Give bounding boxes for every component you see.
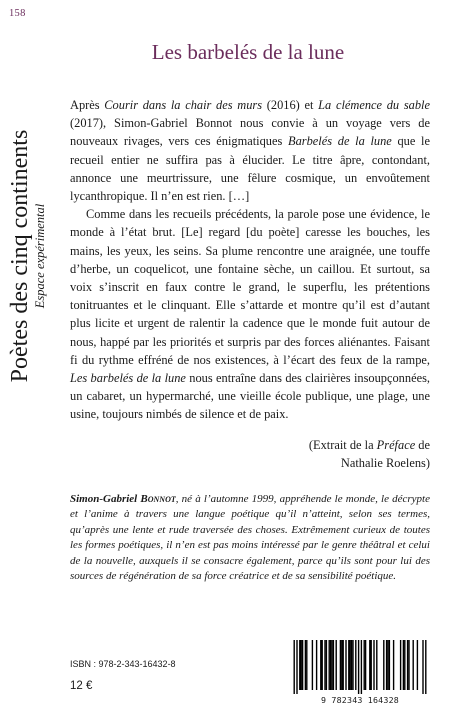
- barcode-bar: [422, 640, 423, 694]
- book-title: Les barbelés de la lune: [151, 40, 345, 64]
- barcode-bar: [333, 640, 334, 690]
- barcode-bar: [299, 640, 300, 690]
- preface-source-line-1: [70, 436, 430, 454]
- barcode-bar: [369, 640, 370, 690]
- barcode-bar: [330, 640, 331, 690]
- barcode-bar: [371, 640, 372, 690]
- barcode-bar: [296, 640, 297, 694]
- barcode-bar: [343, 640, 344, 690]
- barcode-bar: [320, 640, 321, 690]
- author-bio-text: , né à l’automne 1999, appréhende le monde, le décrypte et l’anime à travers une langue poétique qu’il n’atteint, selon ses termes, qu’après une lente et rude traversée des choses. Extrêmement curieux de toutes les formes poétiques, il n’en est pas moins intéressé par le genre théâtral et celui de la nouvelle, auxquels il se consacre également, parce qu’ils sont pour lui des sources de régénération de sa force créatrice et de sa sensibilité poétique.: [70, 493, 430, 583]
- barcode-bar: [383, 640, 384, 690]
- title-reference: Barbelés de la lune: [288, 134, 392, 149]
- barcode-bar: [329, 640, 330, 690]
- preface-source-line-2: Nathalie Roelens): [340, 456, 430, 471]
- text-run: (2017), Simon-Gabriel Bonnot nous convie à un voyage vers de nouveaux rivages, vers ces énigmatiques: [70, 116, 430, 149]
- barcode-bar: [413, 640, 414, 690]
- author-last-name: Bonnot: [140, 493, 176, 505]
- barcode-bar: [316, 640, 317, 690]
- series-title: Poètes des cinq continents: [6, 129, 33, 383]
- barcode-bar: [355, 640, 356, 690]
- page-number: 158: [9, 8, 26, 19]
- barcode-bar: [305, 640, 306, 690]
- barcode-bar: [364, 640, 365, 690]
- barcode-bar: [340, 640, 341, 690]
- barcode-bar: [351, 640, 352, 690]
- barcode-bar: [373, 640, 374, 690]
- author-first-name: Simon-Gabriel: [70, 493, 141, 505]
- isbn: ISBN : 978-2-343-16432-8: [70, 659, 176, 669]
- preface-text: [70, 96, 430, 424]
- barcode-bar: [376, 640, 377, 690]
- barcode: [290, 640, 430, 708]
- barcode-bar: [403, 640, 404, 690]
- barcode-bar: [417, 640, 418, 690]
- series-spine: [4, 36, 50, 476]
- barcode-bars: [290, 640, 430, 694]
- barcode-bar: [341, 640, 342, 690]
- text-run: nous entraîne dans des clairières insoupçonnées, un cabaret, un hypermarché, une vieille école publique, une plage, une usine, toujours nimbés de silence et de paix.: [70, 371, 430, 422]
- text-run: que le recueil entier ne suffira pas à élucider. Le titre âpre, contondant, annonce une meurtrissure, une fêlure cosmique, un envoûtement lycanthropique. Il n’en est rien. […]: [70, 134, 430, 204]
- preface-source: [70, 436, 430, 472]
- barcode-bar: [408, 640, 409, 690]
- text-run: (2016) et: [262, 98, 319, 112]
- series-subtitle: Espace expérimental: [32, 203, 47, 309]
- barcode-bar: [387, 640, 388, 690]
- barcode-bar: [301, 640, 302, 690]
- title-reference: La clémence du sable: [318, 98, 430, 112]
- barcode-bar: [361, 640, 362, 694]
- barcode-bar: [365, 640, 366, 690]
- author-bio: [70, 492, 430, 584]
- barcode-bar: [302, 640, 303, 690]
- barcode-bar: [294, 640, 295, 694]
- barcode-bar: [322, 640, 323, 690]
- barcode-bar: [345, 640, 346, 690]
- barcode-bar: [350, 640, 351, 690]
- barcode-bar: [326, 640, 327, 690]
- barcode-bar: [386, 640, 387, 690]
- barcode-bar: [389, 640, 390, 690]
- author-name: [70, 493, 176, 505]
- series-spine-text: [4, 36, 50, 476]
- barcode-digits: 9 782343 164328: [321, 695, 399, 705]
- barcode-bar: [324, 640, 325, 690]
- price: 12 €: [70, 680, 93, 692]
- barcode-bar: [348, 640, 349, 690]
- barcode-bar: [425, 640, 426, 694]
- barcode-bar: [336, 640, 337, 690]
- barcode-bar: [306, 640, 307, 690]
- barcode-bar: [312, 640, 313, 690]
- text-run: Comme dans les recueils précédents, la parole pose une évidence, le monde à l’état brut. [Le] regard [du poète] caresse les bouches, les mains, les yeux, les seins. Sa plume rencontre une araignée, une touffe d’herbe, un coquelicot, une fontaine sèche, un caillou. Et surtout, sa voix s’inscrit en faux contre le grand, le superflu, les prétentions tonitruantes et le clinquant. Elle s’attarde et montre qu’il est d’autant plus licite et urgent de ralentir la cadence que le monde fuit autour de nous, happé par les priorités et surpris par des forces aliénantes. Faisant fi du rythme effréné de nos existences, à l’écart des feux de la rampe,: [70, 207, 430, 367]
- barcode-bar: [331, 640, 332, 690]
- text-run: Après: [70, 98, 105, 112]
- text-run: (Extrait de la: [308, 438, 377, 452]
- barcode-bar: [393, 640, 394, 690]
- barcode-bar: [352, 640, 353, 690]
- preface-paragraph-1: [70, 96, 430, 205]
- barcode-bar: [400, 640, 401, 690]
- preface-paragraph-2: [70, 205, 430, 423]
- title-reference: Courir dans la chair des murs: [104, 98, 263, 112]
- text-run: de: [415, 438, 430, 452]
- barcode-bar: [407, 640, 408, 690]
- barcode-bar: [404, 640, 405, 690]
- preface-word: Préface: [376, 438, 416, 452]
- title-reference: Les barbelés de la lune: [70, 371, 186, 386]
- barcode-bar: [358, 640, 359, 694]
